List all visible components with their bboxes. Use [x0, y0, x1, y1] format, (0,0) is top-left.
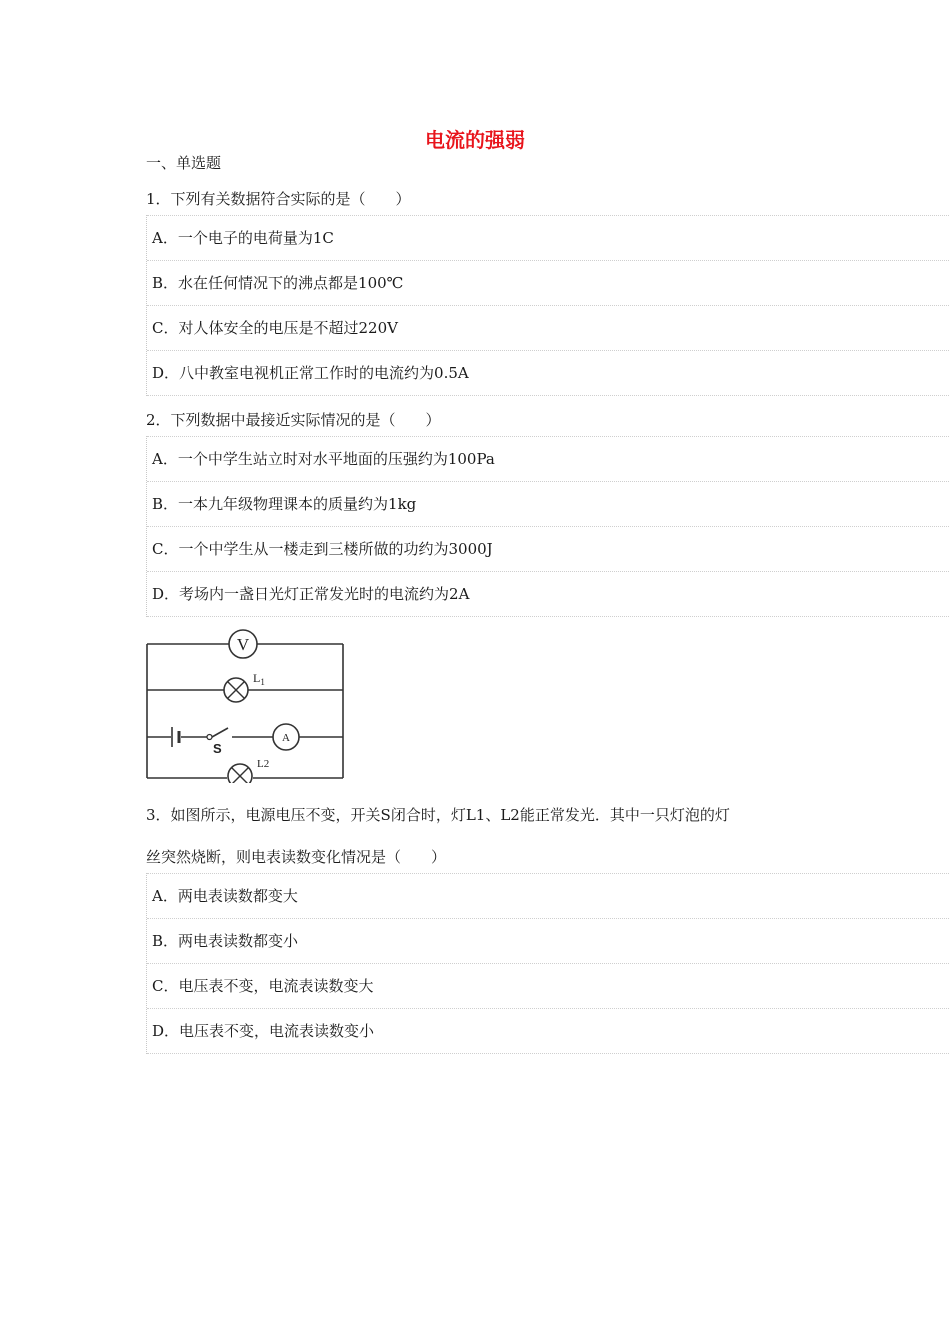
voltmeter-label: V	[236, 635, 250, 654]
question-1-options	[146, 215, 950, 396]
switch-label: S	[213, 741, 222, 756]
ammeter-label: A	[282, 732, 290, 744]
page-title: 电流的强弱	[425, 128, 525, 152]
lamp-l1-subscript: 1	[260, 677, 265, 687]
question-3-option-a[interactable]: A．两电表读数都变大	[147, 873, 950, 918]
question-2-stem: 2．下列数据中最接近实际情况的是（ ）	[146, 411, 441, 429]
circuit-diagram	[144, 627, 348, 783]
question-1-option-a[interactable]: A．一个电子的电荷量为1C	[147, 215, 950, 260]
question-3-option-d[interactable]: D．电压表不变，电流表读数变小	[147, 1008, 950, 1054]
question-1-option-c[interactable]: C．对人体安全的电压是不超过220V	[147, 305, 950, 350]
question-3-option-c[interactable]: C．电压表不变，电流表读数变大	[147, 963, 950, 1008]
question-3-option-b[interactable]: B．两电表读数都变小	[147, 918, 950, 963]
question-2-option-d[interactable]: D．考场内一盏日光灯正常发光时的电流约为2A	[147, 571, 950, 617]
question-3-options	[146, 873, 950, 1054]
question-1-option-b[interactable]: B．水在任何情况下的沸点都是100℃	[147, 260, 950, 305]
question-3-stem-line-2: 丝突然烧断，则电表读数变化情况是（ ）	[146, 848, 447, 866]
question-1-stem: 1．下列有关数据符合实际的是（ ）	[146, 190, 411, 208]
lamp-l2-icon	[228, 764, 252, 783]
section-heading: 一、单选题	[146, 154, 222, 172]
lamp-l1-letter: L	[253, 671, 261, 685]
question-2-option-c[interactable]: C．一个中学生从一楼走到三楼所做的功约为3000J	[147, 526, 950, 571]
lamp-l1-label	[253, 671, 265, 687]
question-2-option-a[interactable]: A．一个中学生站立时对水平地面的压强约为100Pa	[147, 436, 950, 481]
question-2-option-b[interactable]: B．一本九年级物理课本的质量约为1kg	[147, 481, 950, 526]
question-2-options	[146, 436, 950, 617]
lamp-l2-label: L2	[257, 758, 270, 770]
switch-contact	[207, 735, 212, 740]
question-1-option-d[interactable]: D．八中教室电视机正常工作时的电流约为0.5A	[147, 350, 950, 396]
question-3-stem-line-1: 3．如图所示，电源电压不变，开关S闭合时，灯L1、L2能正常发光．其中一只灯泡的灯	[146, 806, 730, 824]
